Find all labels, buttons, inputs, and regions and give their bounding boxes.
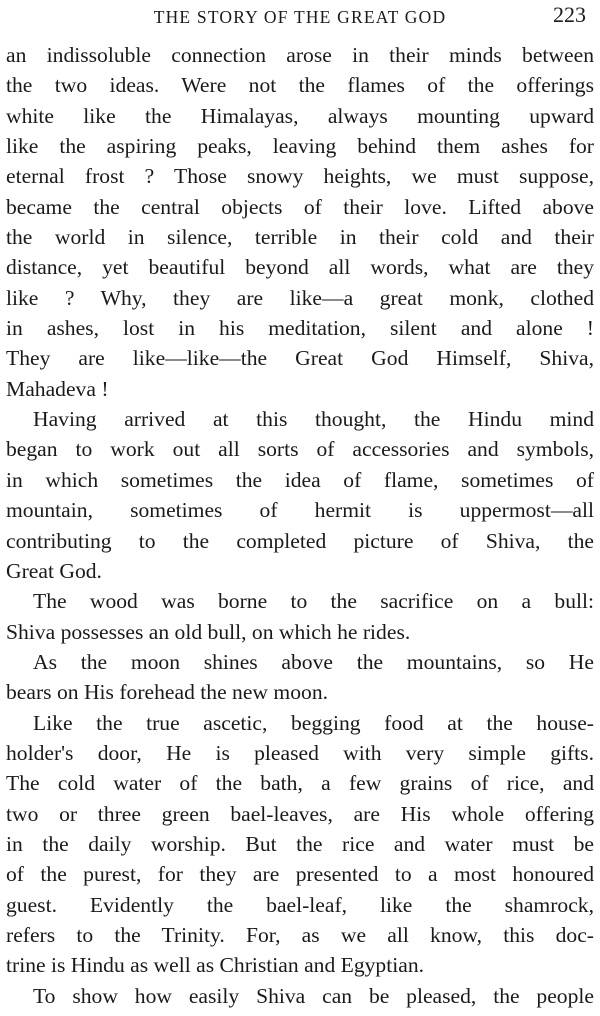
text-line: Mahadeva ! — [6, 376, 109, 401]
text-line: began to work out all sorts of accessories and symbols, — [6, 437, 594, 462]
running-head — [6, 0, 594, 40]
text-line: The cold water of the bath, a few grains of rice, and — [6, 771, 594, 796]
paragraph — [6, 586, 594, 647]
text-line: To show how easily Shiva can be pleased, the people — [33, 983, 594, 1008]
text-line: became the central objects of their love. Lifted above — [6, 194, 594, 219]
text-line: the world in silence, terrible in their cold and their — [6, 225, 594, 250]
text-line: Shiva possesses an old bull, on which he rides. — [6, 619, 411, 644]
text-line: the two ideas. Were not the flames of the offerings — [6, 73, 594, 98]
text-line: The wood was borne to the sacrifice on a bull: — [33, 589, 594, 614]
text-line: two or three green bael-leaves, are His whole offering — [6, 801, 594, 826]
text-line: like ? Why, they are like—a great monk, clothed — [6, 285, 594, 310]
paragraph — [6, 40, 594, 404]
text-line: white like the Himalayas, always mounting upward — [6, 103, 594, 128]
text-line: in ashes, lost in his meditation, silent and alone ! — [6, 316, 594, 341]
text-line: in which sometimes the idea of flame, sometimes of — [6, 467, 594, 492]
paragraph — [6, 404, 594, 586]
text-line: like the aspiring peaks, leaving behind them ashes for — [6, 134, 594, 159]
text-line: bears on His forehead the new moon. — [6, 680, 329, 705]
text-line: As the moon shines above the mountains, so He — [33, 649, 594, 674]
text-line: mountain, sometimes of hermit is uppermost—all — [6, 498, 594, 523]
text-line: holder's door, He is pleased with very simple gifts. — [6, 740, 594, 765]
text-line: guest. Evidently the bael-leaf, like the shamrock, — [6, 892, 594, 917]
paragraph — [6, 708, 594, 981]
text-line: in the daily worship. But the rice and water must be — [6, 831, 594, 856]
text-line: refers to the Trinity. For, as we all know, this doc- — [6, 922, 594, 947]
text-line: Great God. — [6, 558, 102, 583]
body-text — [6, 40, 594, 1011]
text-line: eternal frost ? Those snowy heights, we must suppose, — [6, 164, 594, 189]
paragraph — [6, 981, 594, 1011]
text-line: They are like—like—the Great God Himself, Shiva, — [6, 346, 594, 371]
running-title: THE STORY OF THE GREAT GOD — [153, 7, 447, 27]
page-number: 223 — [553, 2, 586, 27]
paragraph — [6, 647, 594, 708]
text-line: an indissoluble connection arose in their minds between — [6, 43, 594, 67]
text-line: of the purest, for they are presented to a most honoured — [6, 862, 594, 887]
text-line: distance, yet beautiful beyond all words, what are they — [6, 255, 594, 280]
text-line: Like the true ascetic, begging food at the house- — [33, 710, 594, 735]
text-line: Having arrived at this thought, the Hindu mind — [33, 407, 594, 432]
text-line: trine is Hindu as well as Christian and Egyptian. — [6, 953, 425, 978]
text-line: contributing to the completed picture of Shiva, the — [6, 528, 594, 553]
